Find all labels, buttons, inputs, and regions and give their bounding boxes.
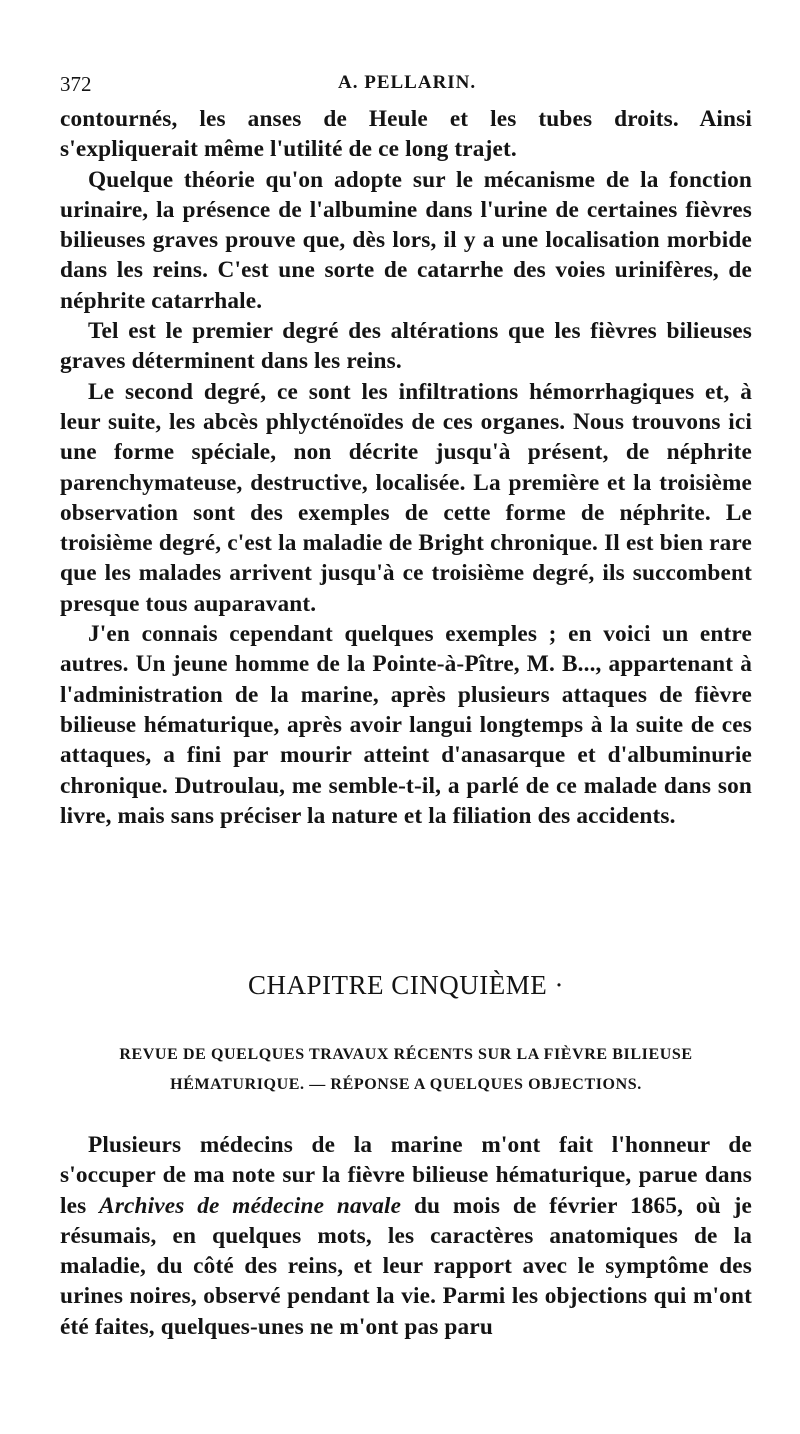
journal-title: Archives de médecine navale [99,1192,402,1219]
paragraph: Le second degré, ce sont les infiltrations hémorrhagiques et, à leur suite, les abcès phlycténoïdes de ces organes. Nous trouvons ici une forme spéciale, non décrite jusqu'à présent, de néphrite parenchymateuse, destructive, localisée. La première et la troisième observation sont des exemples de cette forme de néphrite. Le troisième degré, c'est la maladie de Bright chronique. Il est bien rare que les malades arrivent jusqu'à ce troisième degré, ils succombent presque tous auparavant. [60,378,752,617]
chapter-subtitle [60,1040,752,1100]
paragraph: Quelque théorie qu'on adopte sur le mécanisme de la fonction urinaire, la présence de l'albumine dans l'urine de certaines fièvres bilieuses graves prouve que, dès lors, il y a une localisation morbide dans les reins. C'est une sorte de catarrhe des voies urinifères, de néphrite catarrhale. [60,166,752,314]
page-number: 372 [60,72,92,96]
paragraph [60,1130,752,1342]
chapter-subtitle-line: REVUE DE QUELQUES TRAVAUX RÉCENTS SUR LA FIÈVRE BILIEUSE [119,1046,693,1063]
paragraph-text: du mois de février 1865, où je résumais, en quelques mots, les caractères anatomiques de la maladie, du côté des reins, et leur rapport avec le symptôme des urines noires, observé pendant la vie. Parmi les objections qui m'ont été faites, quelques-unes ne m'ont pas paru [60,1192,752,1340]
chapter-body-text [60,1130,752,1342]
paragraph: contournés, les anses de Heule et les tubes droits. Ainsi s'expliquerait même l'utilité de ce long trajet. [60,106,752,163]
paragraph-text: Plusieurs médecins de la marine m'ont fait l'honneur de s'occuper de ma note sur la fièvre bilieuse hématurique, parue dans les [60,1132,752,1219]
paragraph: J'en connais cependant quelques exemples ; en voici un entre autres. Un jeune homme de la Pointe-à-Pître, M. B..., appartenant à l'administration de la marine, après plusieurs attaques de fièvre bilieuse hématurique, après avoir langui longtemps à la suite de ces attaques, a fini par mourir atteint d'anasarque et d'albuminurie chronique. Dutroulau, me semble-t-il, a parlé de ce malade dans son livre, mais sans préciser la nature et la filiation des accidents. [60,621,752,829]
paragraph: Tel est le premier degré des altérations que les fièvres bilieuses graves déterminent dans les reins. [60,318,752,375]
running-head: A. PELLARIN. [338,72,477,93]
page-header [60,72,752,102]
chapter-subtitle-line: HÉMATURIQUE. — RÉPONSE A QUELQUES OBJECTIONS. [170,1076,642,1093]
body-text [60,104,752,831]
chapter-title: CHAPITRE CINQUIÈME · [248,970,564,1000]
